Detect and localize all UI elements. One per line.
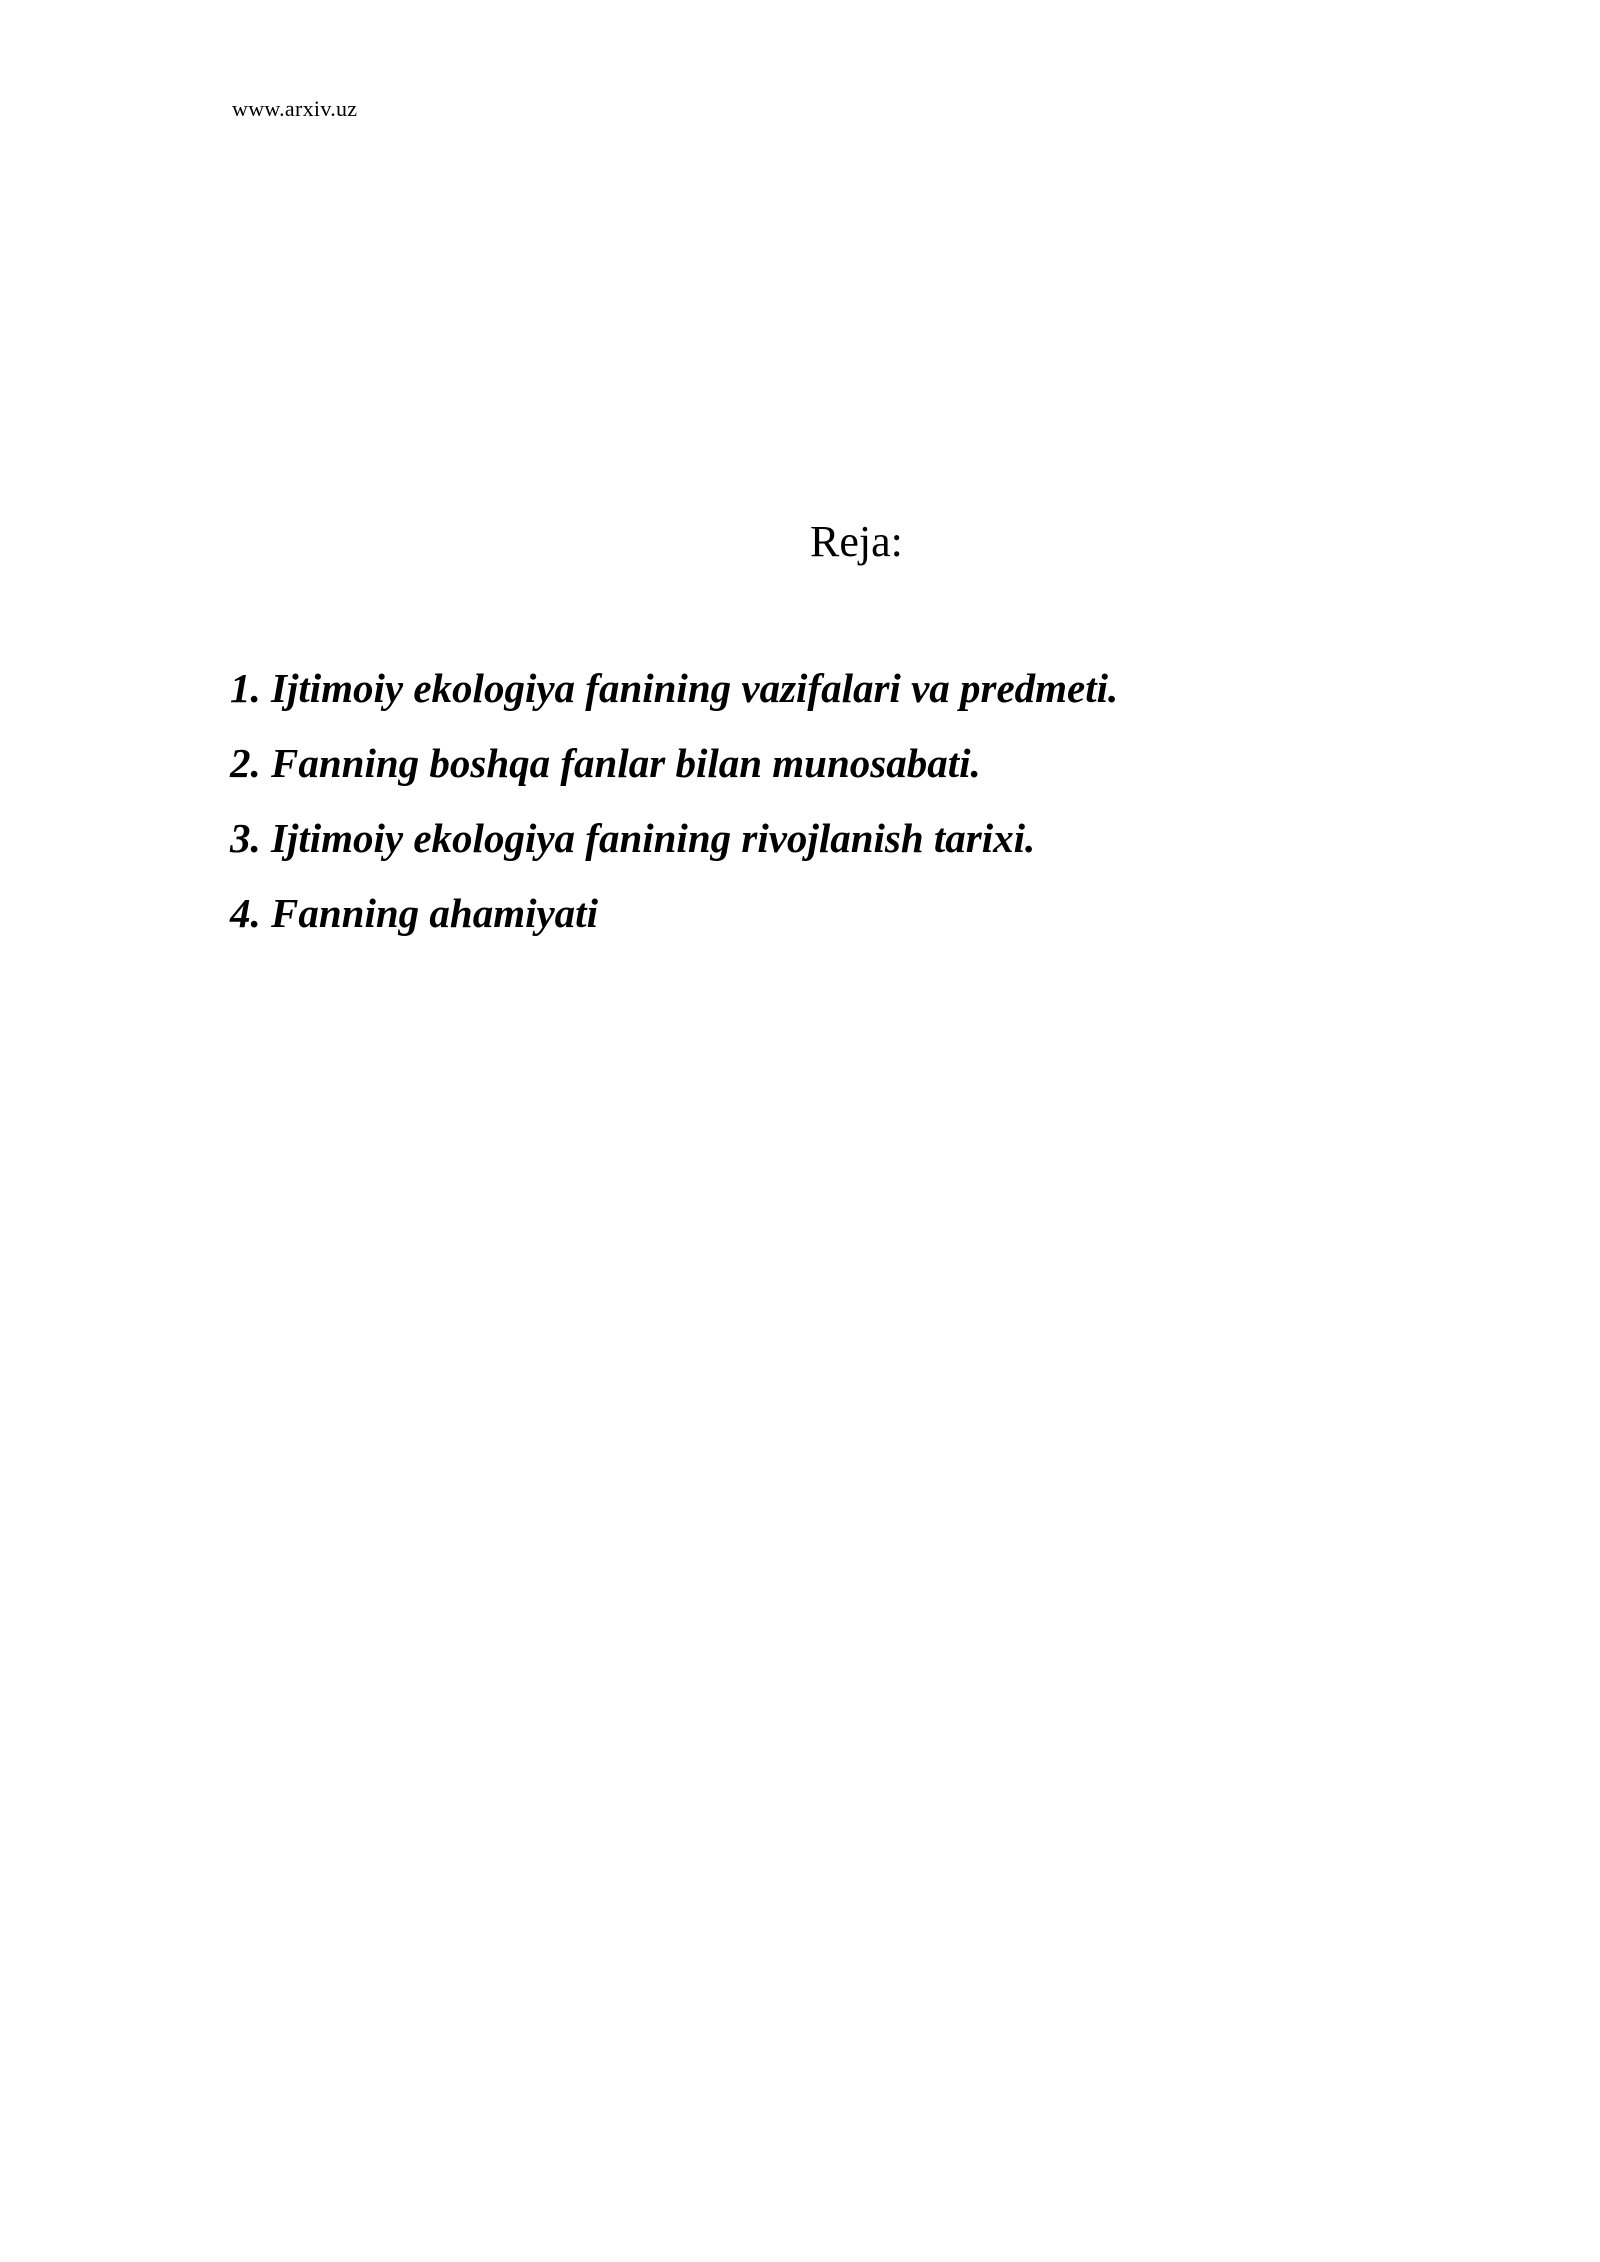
plan-item-2: 2. Fanning boshqa fanlar bilan munosabati.: [230, 740, 981, 786]
plan-item-4: 4. Fanning ahamiyati: [230, 890, 598, 936]
header-url: www.arxiv.uz: [232, 96, 358, 121]
plan-item-1: 1. Ijtimoiy ekologiya fanining vazifalari va predmeti.: [230, 665, 1119, 711]
plan-item-3: 3. Ijtimoiy ekologiya fanining rivojlanish tarixi.: [230, 815, 1036, 861]
plan-title: Reja:: [810, 517, 903, 566]
plan-list: [230, 664, 1118, 964]
